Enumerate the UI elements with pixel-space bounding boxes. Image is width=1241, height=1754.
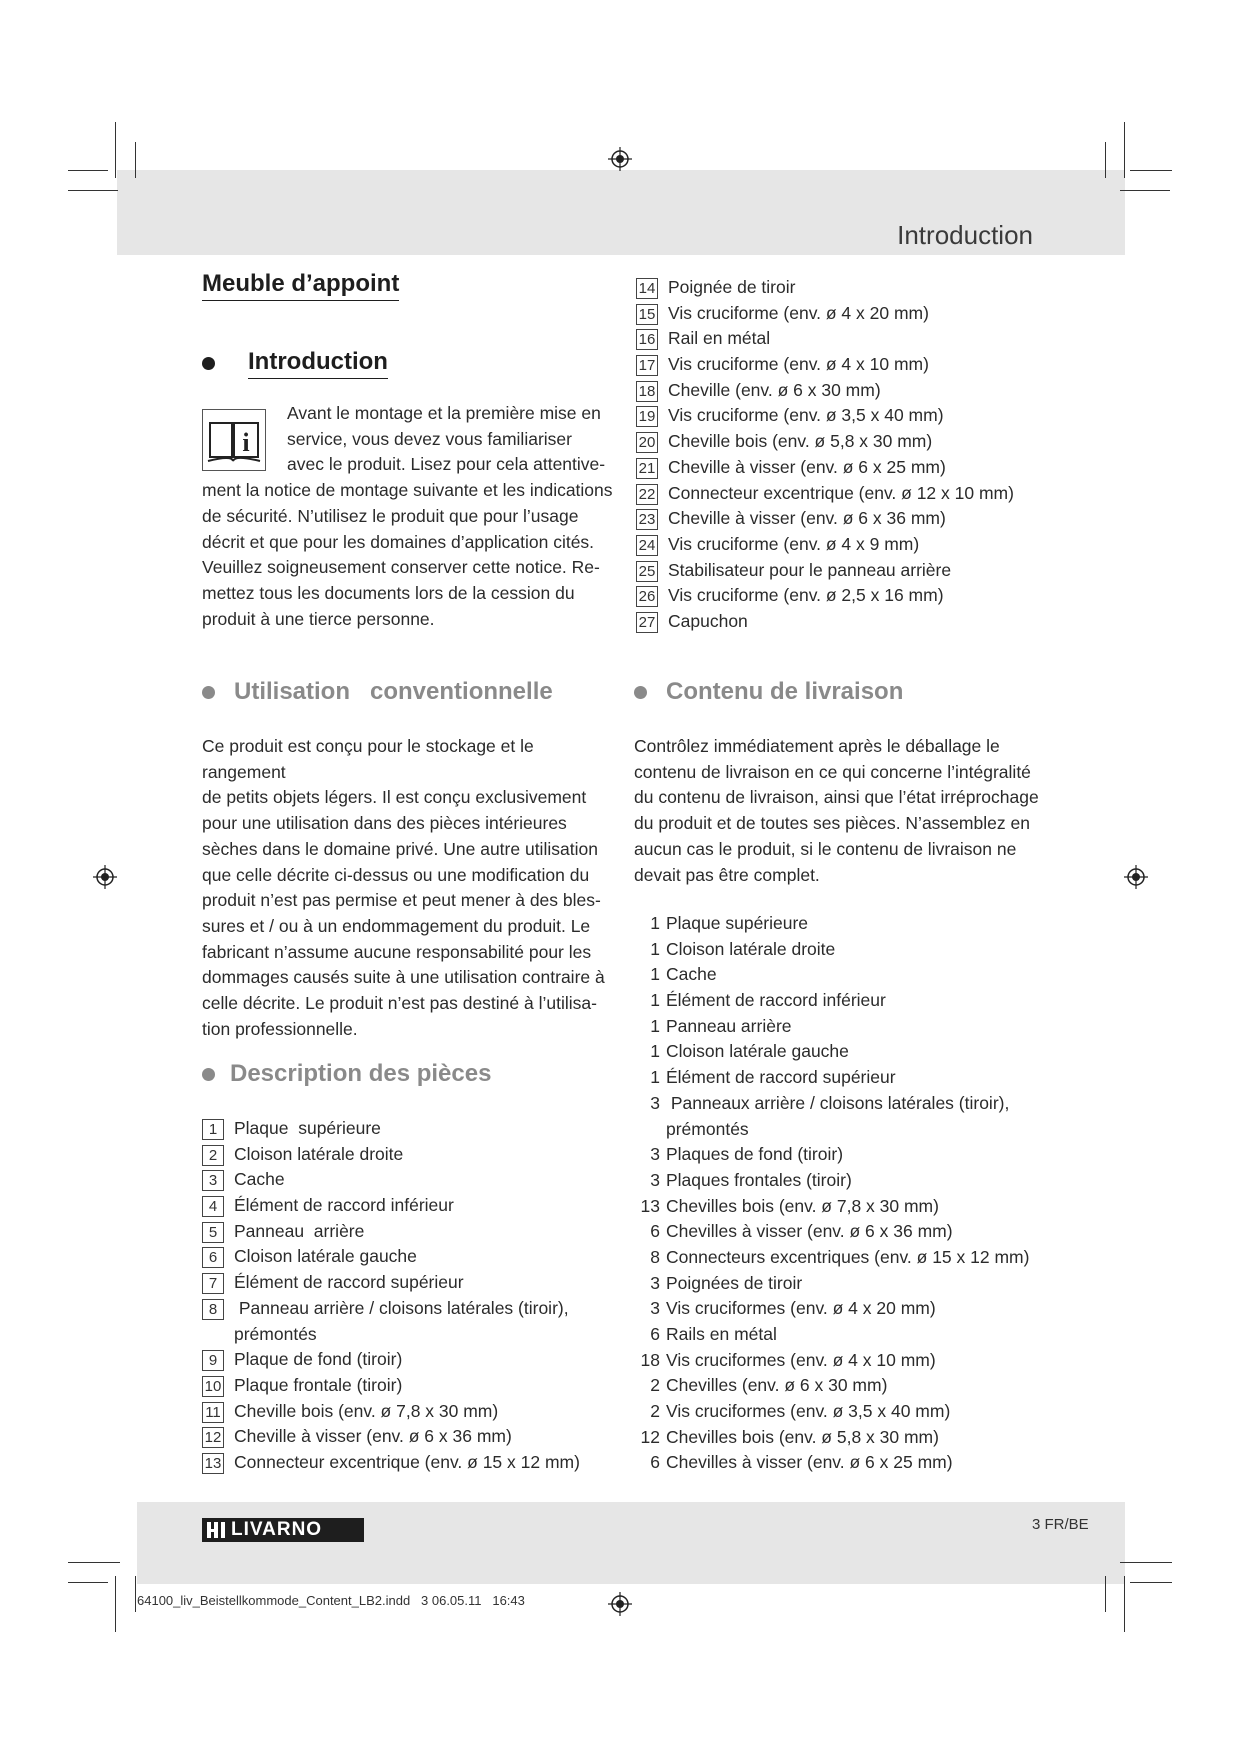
page-number: 3 FR/BE	[1032, 1516, 1089, 1533]
registration-mark-icon	[608, 147, 632, 171]
list-item: 15 Vis cruciforme (env. ø 4 x 20 mm)	[636, 301, 1014, 327]
list-item: 2 Chevilles (env. ø 6 x 30 mm)	[650, 1375, 888, 1396]
text-line: Contrôlez immédiatement après le déballage le	[634, 736, 1000, 756]
list-item: 12 Chevilles bois (env. ø 5,8 x 30 mm)	[640, 1426, 939, 1447]
footer-band	[137, 1502, 1125, 1584]
brand-logo	[202, 1518, 364, 1542]
list-item: 2 Vis cruciformes (env. ø 3,5 x 40 mm)	[650, 1401, 951, 1422]
text-line: que celle décrite ci-dessus ou une modification du	[202, 864, 590, 885]
text-line: ment la notice de montage suivante et les indications	[202, 480, 613, 501]
text-line: de petits objets légers. Il est conçu exclusivement	[202, 787, 587, 808]
registration-mark-icon	[1124, 865, 1148, 889]
section-heading-text: Contenu de livraison	[666, 678, 904, 705]
list-item: 20 Cheville bois (env. ø 5,8 x 30 mm)	[636, 429, 1014, 455]
text-line: mettez tous les documents lors de la cession du	[202, 582, 575, 603]
text-line: contenu de livraison en ce qui concerne l’intégralité	[634, 761, 1031, 782]
list-item: 14 Poignée de tiroir	[636, 275, 1014, 301]
text-line: fabricant n’assume aucune responsabilité pour les	[202, 941, 592, 962]
delivery-text	[634, 734, 1064, 888]
list-item: 18 Vis cruciformes (env. ø 4 x 10 mm)	[640, 1349, 936, 1370]
crop-mark	[68, 1582, 108, 1583]
crop-mark	[135, 1576, 136, 1612]
registration-mark-icon	[93, 865, 117, 889]
text-line: Ce produit est conçu pour le stockage et le rangement	[202, 736, 534, 782]
list-item: 23 Cheville à visser (env. ø 6 x 36 mm)	[636, 506, 1014, 532]
list-item: 6 Cloison latérale gauche	[202, 1244, 580, 1270]
list-item: 7 Élément de raccord supérieur	[202, 1270, 580, 1296]
text-line: pour une utilisation dans des pièces intérieures	[202, 813, 567, 834]
list-item: 1 Panneau arrière	[650, 1015, 792, 1036]
text-line: du produit et de toutes ses pièces. N’assemblez en	[634, 813, 1030, 834]
bullet-icon	[202, 357, 215, 370]
text-line: décrit et que pour les domaines d’application cités.	[202, 531, 595, 552]
crop-mark	[68, 1562, 120, 1563]
crop-mark	[1124, 1576, 1125, 1632]
text-line: Avant le montage et la première mise en	[287, 403, 601, 423]
section-heading-usage	[202, 678, 553, 706]
list-item: 11 Cheville bois (env. ø 7,8 x 30 mm)	[202, 1399, 580, 1425]
crop-mark	[115, 1576, 116, 1632]
list-item: 16 Rail en métal	[636, 326, 1014, 352]
list-item: 3 Vis cruciformes (env. ø 4 x 20 mm)	[650, 1298, 936, 1319]
logo-text: LIVARNO	[231, 1519, 323, 1540]
list-item: 18 Cheville (env. ø 6 x 30 mm)	[636, 378, 1014, 404]
list-item: 3 Plaques de fond (tiroir)	[650, 1144, 844, 1165]
text-line: celle décrite. Le produit n’est pas destiné à l’utilisa-	[202, 993, 597, 1014]
text-line: produit n’est pas permise et peut mener à des bles-	[202, 890, 601, 911]
parts-list-continued	[636, 275, 1014, 635]
delivery-contents-list	[634, 911, 1029, 1476]
list-item: 19 Vis cruciforme (env. ø 3,5 x 40 mm)	[636, 403, 1014, 429]
list-item: 3 Panneaux arrière / cloisons latérales (tiroir), prémontés	[650, 1092, 1010, 1139]
bullet-icon	[202, 1068, 215, 1081]
list-item: 21 Cheville à visser (env. ø 6 x 25 mm)	[636, 455, 1014, 481]
text-line: dommages causés suite à une utilisation contraire à	[202, 967, 605, 988]
text-line: sèches dans le domaine privé. Une autre utilisation	[202, 838, 598, 859]
crop-mark	[1105, 142, 1106, 178]
text-line: devait pas être complet.	[634, 864, 820, 885]
crop-mark	[1105, 1576, 1106, 1612]
list-item: 12 Cheville à visser (env. ø 6 x 36 mm)	[202, 1424, 580, 1450]
crop-mark	[68, 190, 118, 191]
text-line: aucun cas le produit, si le contenu de livraison ne	[634, 838, 1017, 859]
list-item: 4 Élément de raccord inférieur	[202, 1193, 580, 1219]
crop-mark	[1120, 190, 1170, 191]
list-item: 5 Panneau arrière	[202, 1219, 580, 1245]
crop-mark	[1120, 1562, 1172, 1563]
list-item: 8 Panneau arrière / cloisons latérales (tiroir), prémontés	[202, 1296, 580, 1347]
list-item: 10 Plaque frontale (tiroir)	[202, 1373, 580, 1399]
print-slug: 64100_liv_Beistellkommode_Content_LB2.indd 3 06.05.11 16:43	[137, 1593, 525, 1608]
list-item: 3 Cache	[202, 1167, 580, 1193]
logo-mark-icon	[207, 1522, 225, 1538]
svg-text:i: i	[242, 428, 250, 457]
crop-mark	[1124, 122, 1125, 178]
parts-list	[202, 1116, 580, 1476]
list-item: 1 Cache	[650, 964, 717, 985]
list-item: 13 Connecteur excentrique (env. ø 15 x 12 mm)	[202, 1450, 580, 1476]
list-item: 1 Plaque supérieure	[202, 1116, 580, 1142]
text-line: produit à une tierce personne.	[202, 608, 435, 629]
list-item: 6 Chevilles à visser (env. ø 6 x 25 mm)	[650, 1452, 953, 1473]
list-item: 6 Rails en métal	[650, 1324, 777, 1345]
crop-mark	[68, 170, 108, 171]
list-item: 17 Vis cruciforme (env. ø 4 x 10 mm)	[636, 352, 1014, 378]
list-item: 22 Connecteur excentrique (env. ø 12 x 10 mm)	[636, 481, 1014, 507]
text-line: avec le produit. Lisez pour cela attentive-	[287, 454, 606, 475]
list-item: 8 Connecteurs excentriques (env. ø 15 x 12 mm)	[650, 1246, 1030, 1267]
list-item: 1 Élément de raccord inférieur	[650, 990, 886, 1011]
section-heading-delivery	[634, 678, 903, 706]
crop-mark	[115, 122, 116, 178]
list-item: 3 Poignées de tiroir	[650, 1272, 803, 1293]
text-line: Veuillez soigneusement conserver cette notice. Re-	[202, 557, 600, 578]
bullet-icon	[634, 686, 647, 699]
text-line: de sécurité. N’utilisez le produit que pour l’usage	[202, 505, 579, 526]
list-item: 1 Cloison latérale droite	[650, 938, 836, 959]
list-item: 24 Vis cruciforme (env. ø 4 x 9 mm)	[636, 532, 1014, 558]
usage-text	[202, 734, 622, 1042]
section-heading-parts	[202, 1060, 491, 1088]
section-heading-text: Introduction	[248, 348, 388, 379]
list-item: 1 Plaque supérieure	[650, 913, 809, 933]
list-item: 1 Cloison latérale gauche	[650, 1041, 849, 1062]
section-heading-introduction	[202, 348, 388, 379]
crop-mark	[1130, 170, 1172, 171]
page-title: Meuble d’appoint	[202, 270, 399, 301]
list-item: 6 Chevilles à visser (env. ø 6 x 36 mm)	[650, 1221, 953, 1242]
text-line: tion professionnelle.	[202, 1018, 358, 1039]
text-line: service, vous devez vous familiariser	[287, 428, 572, 449]
registration-mark-icon	[608, 1592, 632, 1616]
list-item: 27 Capuchon	[636, 609, 1014, 635]
list-item: 1 Élément de raccord supérieur	[650, 1067, 896, 1088]
text-line: du contenu de livraison, ainsi que l’état irréprochage	[634, 787, 1039, 808]
list-item: 26 Vis cruciforme (env. ø 2,5 x 16 mm)	[636, 583, 1014, 609]
crop-mark	[1130, 1582, 1172, 1583]
list-item: 3 Plaques frontales (tiroir)	[650, 1169, 852, 1190]
introduction-text	[202, 401, 622, 632]
running-header-title: Introduction	[897, 220, 1033, 250]
list-item: 9 Plaque de fond (tiroir)	[202, 1347, 580, 1373]
crop-mark	[135, 142, 136, 178]
section-heading-text: Description des pièces	[230, 1060, 492, 1087]
bullet-icon	[202, 686, 215, 699]
text-line: sures et / ou à un endommagement du produit. Le	[202, 915, 591, 936]
section-heading-text: Utilisation conventionnelle	[234, 678, 553, 705]
list-item: 25 Stabilisateur pour le panneau arrière	[636, 558, 1014, 584]
list-item: 13 Chevilles bois (env. ø 7,8 x 30 mm)	[640, 1195, 939, 1216]
list-item: 2 Cloison latérale droite	[202, 1142, 580, 1168]
